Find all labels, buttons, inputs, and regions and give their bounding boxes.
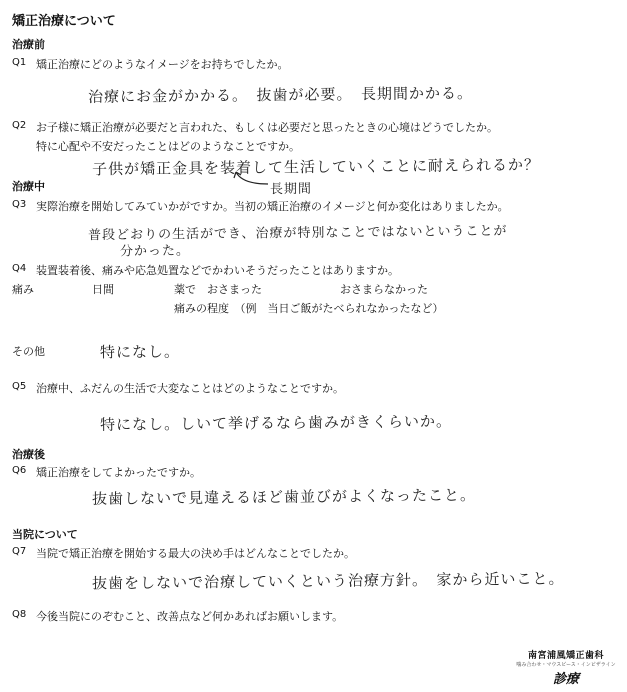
q4-pain-label: 痛み [12, 283, 34, 296]
q3-text: 実際治療を開始してみていかがですか。当初の矯正治療のイメージと何か変化はありましたか。 [36, 200, 509, 213]
q2-text-line2: 特に心配や不安だったことはどのようなことですか。 [36, 140, 300, 153]
arrow-icon [232, 168, 272, 188]
q4-medicine-label: 薬で おさまった [174, 283, 262, 296]
section-after: 治療後 [12, 448, 45, 461]
q1-number: Q1 [12, 57, 27, 68]
q6-number: Q6 [12, 465, 27, 476]
q2-annotation: 長期間 [269, 181, 313, 198]
section-clinic: 当院について [12, 528, 78, 541]
other-answer: 特になし。 [99, 342, 181, 362]
q3-number: Q3 [12, 199, 27, 210]
q2-number: Q2 [12, 120, 27, 131]
q3-answer-line2: 分かった。 [119, 243, 191, 260]
q3-answer-line1: 普段どおりの生活ができ、治療が特別なことではないということが [87, 223, 508, 244]
signature: 診療 [552, 672, 579, 687]
q8-number: Q8 [12, 609, 27, 620]
q4-not-subsided-label: おさまらなかった [340, 283, 428, 296]
q6-answer: 抜歯しないで見違えるほど歯並びがよくなったこと。 [91, 485, 477, 509]
clinic-name: 南宮浦風矯正歯科 [527, 651, 604, 661]
section-during: 治療中 [12, 180, 45, 193]
q7-answer: 抜歯をしないで治療していくという治療方針。 家から近いこと。 [91, 569, 565, 593]
q4-number: Q4 [12, 263, 27, 274]
q1-text: 矯正治療にどのようなイメージをお持ちでしたか。 [36, 58, 289, 71]
page-title: 矯正治療について [12, 14, 116, 29]
q2-text-line1: お子様に矯正治療が必要だと言われた、もしくは必要だと思ったときの心境はどうでしたか。 [36, 121, 498, 134]
clinic-logo [510, 648, 622, 687]
q4-text: 装置装着後、痛みや応急処置などでかわいそうだったことはありますか。 [36, 264, 399, 277]
q4-days-label: 日間 [92, 283, 114, 296]
q4-degree-label: 痛みの程度 （例 当日ご飯がたべられなかったなど） [174, 302, 444, 315]
q5-text: 治療中、ふだんの生活で大変なことはどのようなことですか。 [36, 382, 344, 395]
q7-number: Q7 [12, 546, 27, 557]
clinic-subtitle: 噛み合わせ・マウスピース・インビザライン [516, 662, 616, 668]
q5-number: Q5 [12, 381, 27, 392]
other-label: その他 [12, 345, 45, 358]
q8-text: 今後当院にのぞむこと、改善点など何かあればお願いします。 [36, 610, 344, 623]
q7-text: 当院で矯正治療を開始する最大の決め手はどんなことでしたか。 [36, 547, 355, 560]
section-before: 治療前 [12, 38, 45, 51]
q6-text: 矯正治療をしてよかったですか。 [36, 466, 201, 479]
q1-answer: 治療にお金がかかる。 抜歯が必要。 長期間かかる。 [87, 83, 474, 107]
q5-answer: 特になし。しいて挙げるなら歯みがきくらいか。 [99, 412, 453, 434]
q2-answer: 子供が矯正金具を装着して生活していくことに耐えられるか？ [91, 155, 541, 179]
